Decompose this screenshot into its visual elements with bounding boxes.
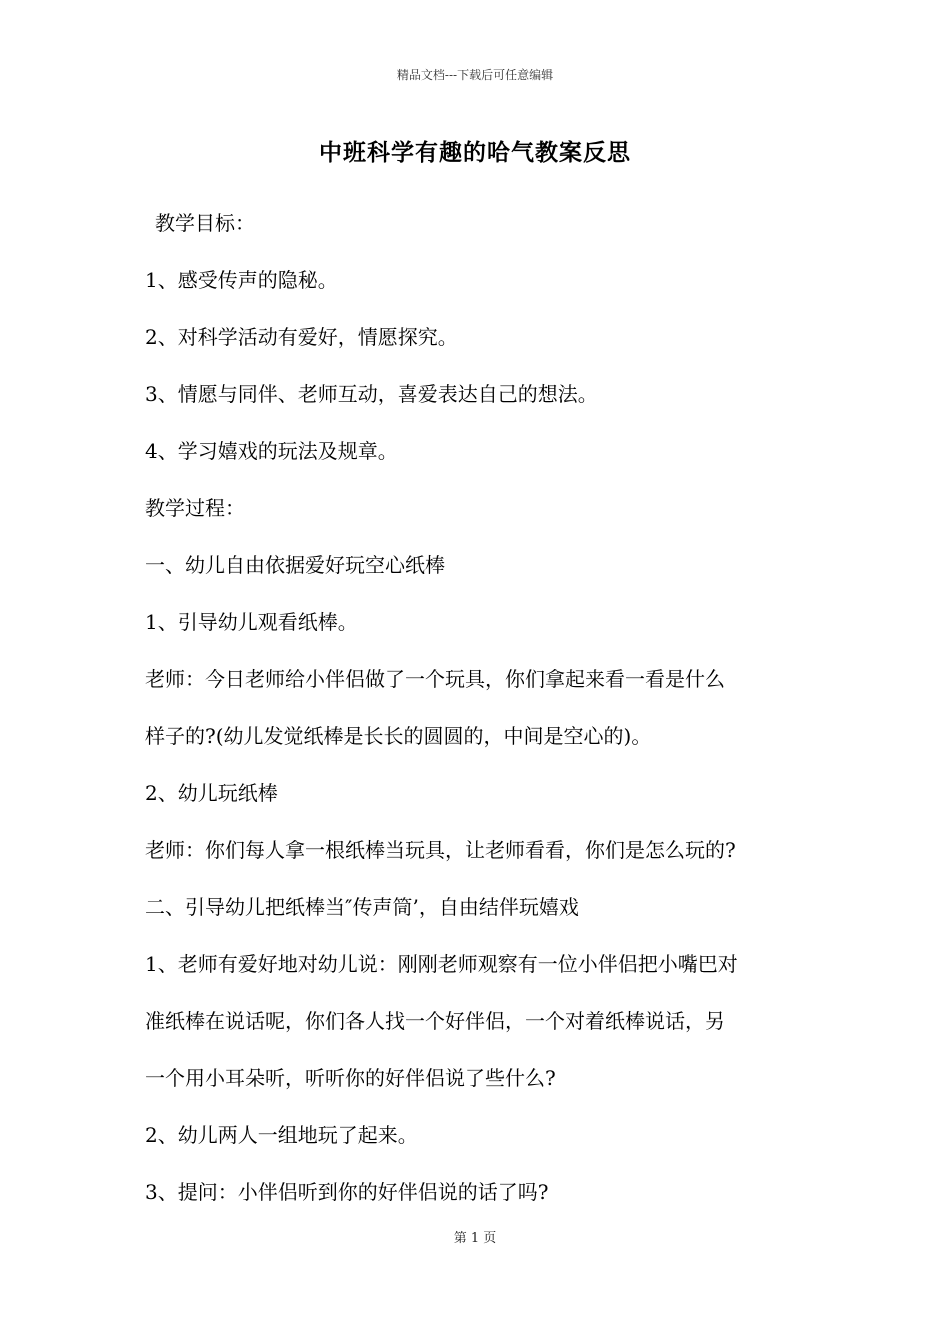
text-line: 准纸棒在说话呢，你们各人找一个好伴侣，一个对着纸棒说话，另 [145,1009,725,1033]
text-line: 1、感受传声的隐秘。 [145,268,338,292]
text-line: 老师：今日老师给小伴侣做了一个玩具，你们拿起来看一看是什么 [145,667,725,691]
text-line: 1、引导幼儿观看纸棒。 [145,610,358,634]
text-line: 4、学习嬉戏的玩法及规章。 [145,439,398,463]
text-line: 样子的?(幼儿发觉纸棒是长长的圆圆的，中间是空心的)。 [145,724,652,748]
text-line: 1、老师有爱好地对幼儿说：刚刚老师观察有一位小伴侣把小嘴巴对 [145,952,738,976]
text-line: 二、引导幼儿把纸棒当″传声筒’，自由结伴玩嬉戏 [145,895,579,919]
section-heading-goals: 教学目标： [155,211,255,235]
document-title: 中班科学有趣的哈气教案反思 [319,139,631,166]
text-line: 2、幼儿玩纸棒 [145,781,278,805]
text-line: 2、幼儿两人一组地玩了起来。 [145,1123,418,1147]
text-line: 3、提问：小伴侣听到你的好伴侣说的话了吗? [145,1180,549,1204]
text-line: 一个用小耳朵听，听听你的好伴侣说了些什么? [145,1066,556,1090]
page-header: 精品文档---下载后可任意编辑 [396,68,554,82]
section-heading-process: 教学过程： [145,496,245,520]
text-line: 2、对科学活动有爱好，情愿探究。 [145,325,458,349]
text-line: 3、情愿与同伴、老师互动，喜爱表达自己的想法。 [145,382,598,406]
text-line: 老师：你们每人拿一根纸棒当玩具，让老师看看，你们是怎么玩的? [145,838,736,862]
text-line: 一、幼儿自由依据爱好玩空心纸棒 [145,553,445,577]
page-number: 第 1 页 [453,1231,497,1246]
